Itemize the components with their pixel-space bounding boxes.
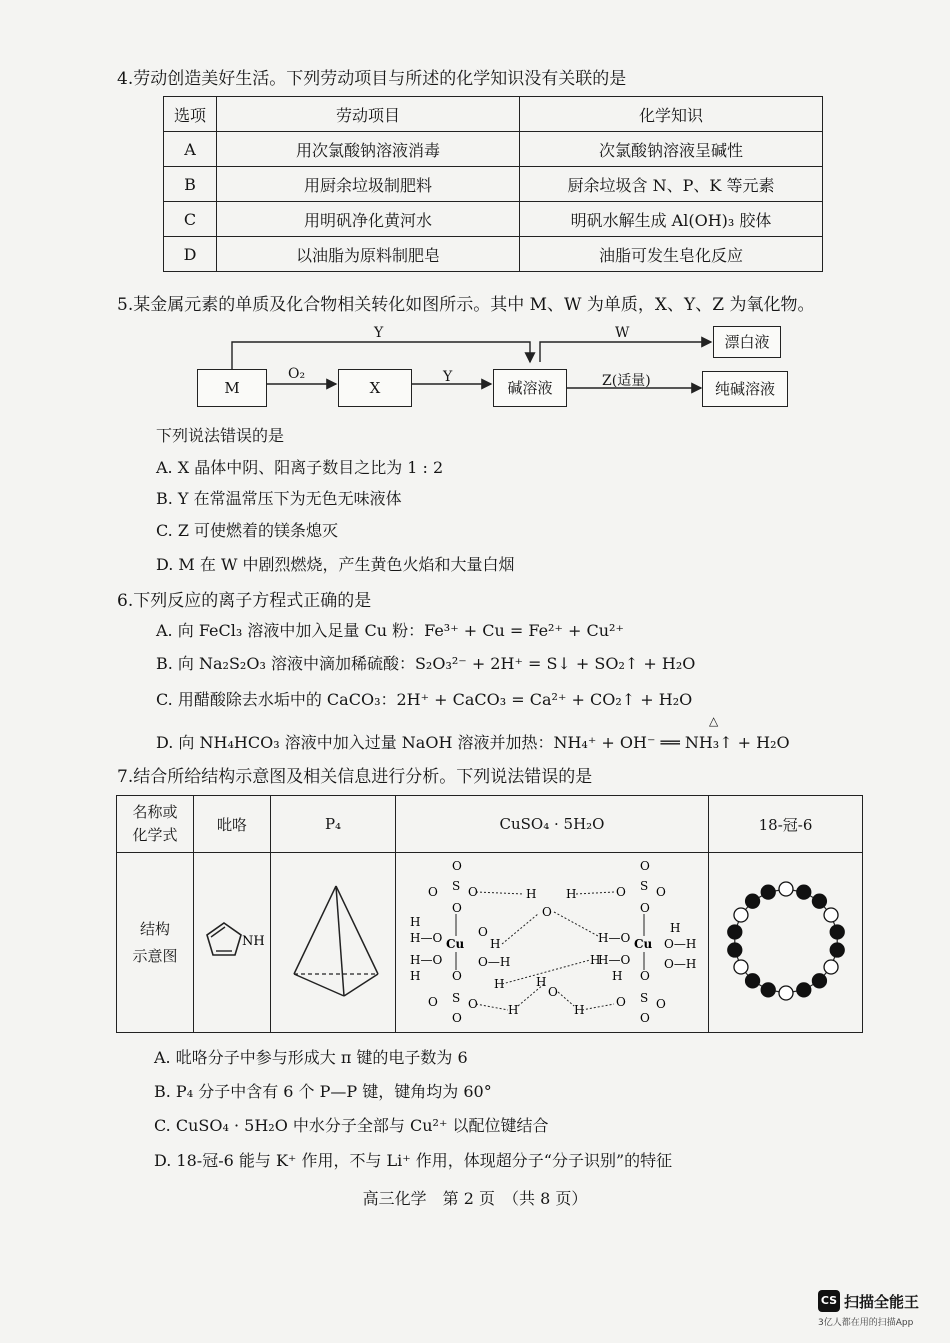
svg-text:O: O	[452, 858, 462, 873]
svg-text:S: S	[452, 878, 461, 893]
q7-name-cuso4: CuSO₄ · 5H₂O	[396, 796, 709, 853]
q4-header-knowledge: 化学知识	[520, 97, 823, 132]
q5-option-c: C. Z 可使燃着的镁条熄灭	[156, 521, 339, 540]
cuso4-structure	[396, 853, 709, 1033]
q4-cell: B	[164, 167, 217, 202]
scanner-watermark	[818, 1290, 919, 1328]
cuso4-hydrate-structure-icon	[402, 856, 702, 1026]
svg-text:O: O	[640, 1010, 650, 1025]
cs-logo-icon: CS	[818, 1290, 840, 1312]
svg-text:O: O	[548, 984, 558, 999]
pyrrole-ring-icon	[196, 911, 268, 971]
label-w: W	[615, 325, 630, 341]
crown-ether-ring-icon	[716, 871, 856, 1011]
svg-text:O: O	[640, 858, 650, 873]
page-footer: 高三化学 第 2 页 （共 8 页）	[362, 1189, 588, 1208]
q7-option-c: C. CuSO₄ · 5H₂O 中水分子全部与 Cu²⁺ 以配位键结合	[154, 1116, 549, 1135]
crown-oxygen-atom	[824, 960, 838, 974]
svg-text:Cu: Cu	[634, 936, 653, 951]
table-row	[164, 202, 823, 237]
pyrrole-structure	[194, 853, 271, 1033]
q7-row1-header	[117, 796, 194, 853]
svg-text:H: H	[508, 1002, 519, 1017]
q7-row2-label-b: 示意图	[132, 946, 178, 965]
q4-header-labor: 劳动项目	[217, 97, 520, 132]
q7-name-p4: P₄	[271, 796, 396, 853]
q7-option-a: A. 吡咯分子中参与形成大 π 键的电子数为 6	[154, 1048, 468, 1067]
svg-text:O—H: O—H	[478, 954, 511, 969]
svg-text:O: O	[616, 884, 626, 899]
crown-oxygen-atom	[733, 960, 747, 974]
crown-carbon-atom	[812, 894, 826, 908]
crown-carbon-atom	[796, 885, 810, 899]
svg-text:O: O	[478, 924, 488, 939]
svg-text:O: O	[452, 968, 462, 983]
crown-carbon-atom	[745, 894, 759, 908]
crown-carbon-atom	[761, 982, 775, 996]
svg-text:H: H	[566, 886, 577, 901]
svg-text:S: S	[452, 990, 461, 1005]
q7-name-pyrrole: 吡咯	[194, 796, 271, 853]
svg-text:S: S	[640, 990, 649, 1005]
q7-row2-label-a: 结构	[139, 919, 170, 938]
q5-option-a: A. X 晶体中阴、阳离子数目之比为 1 : 2	[156, 458, 444, 477]
p4-tetrahedron-icon	[278, 866, 388, 1016]
svg-text:H: H	[590, 952, 601, 967]
q4-stem: 4.劳动创造美好生活。下列劳动项目与所述的化学知识没有关联的是	[117, 69, 627, 89]
q7-stem: 7.结合所给结构示意图及相关信息进行分析。下列说法错误的是	[117, 767, 593, 787]
watermark-slogan: 3亿人都在用的扫描App	[818, 1318, 914, 1328]
q7-row1-label-a: 名称或	[132, 802, 178, 821]
svg-text:O: O	[616, 994, 626, 1009]
q6-option-d: D. 向 NH₄HCO₃ 溶液中加入过量 NaOH 溶液并加热：NH₄⁺ + OH⁻ ══ NH₃↑ + H₂O	[156, 733, 790, 752]
svg-text:H—O: H—O	[410, 930, 443, 945]
svg-text:S: S	[640, 878, 649, 893]
p4-structure	[271, 853, 396, 1033]
svg-text:H—O: H—O	[598, 930, 631, 945]
q5-option-b: B. Y 在常温常压下为无色无味液体	[156, 489, 402, 508]
crown-carbon-atom	[796, 982, 810, 996]
q4-cell: 厨余垃圾含 N、P、K 等元素	[520, 167, 823, 202]
crown-carbon-atom	[830, 924, 844, 938]
svg-text:O: O	[656, 996, 666, 1011]
label-o2: O₂	[288, 366, 306, 382]
q4-cell: C	[164, 202, 217, 237]
q4-cell: 用明矾净化黄河水	[217, 202, 520, 237]
q4-header-option: 选项	[164, 97, 217, 132]
svg-text:O—H: O—H	[664, 936, 697, 951]
crown-carbon-atom	[727, 943, 741, 957]
crown-oxygen-atom	[733, 908, 747, 922]
node-base-solution: 碱溶液	[493, 369, 567, 407]
q5-stem: 5.某金属元素的单质及化合物相关转化如图所示。其中 M、W 为单质，X、Y、Z 为氧化物。	[117, 295, 815, 315]
node-bleach: 漂白液	[713, 326, 781, 358]
label-y-mid: Y	[443, 369, 453, 385]
crown-carbon-atom	[812, 973, 826, 987]
table-row	[164, 237, 823, 272]
q7-table	[116, 795, 863, 1033]
q7-name-crown: 18-冠-6	[709, 796, 863, 853]
q4-cell: D	[164, 237, 217, 272]
q4-cell: 以油脂为原料制肥皂	[217, 237, 520, 272]
node-m: M	[197, 369, 267, 407]
label-z: Z(适量)	[602, 373, 651, 389]
table-row	[117, 853, 863, 1033]
q4-cell: 次氯酸钠溶液呈碱性	[520, 132, 823, 167]
node-x: X	[338, 369, 412, 407]
q6-option-b: B. 向 Na₂S₂O₃ 溶液中滴加稀硫酸：S₂O₃²⁻ + 2H⁺ = S↓ + SO₂↑ + H₂O	[156, 654, 696, 673]
pyrrole-nh-label: NH	[242, 933, 265, 949]
node-soda-solution: 纯碱溶液	[702, 371, 788, 407]
q7-row1-label-b: 化学式	[132, 826, 178, 844]
q6-stem: 6.下列反应的离子方程式正确的是	[117, 591, 372, 611]
svg-text:H: H	[612, 968, 623, 983]
label-y-top: Y	[374, 325, 384, 341]
crown-carbon-atom	[761, 885, 775, 899]
svg-text:O: O	[542, 904, 552, 919]
crown-carbon-atom	[830, 943, 844, 957]
table-row	[164, 167, 823, 202]
crown-carbon-atom	[745, 973, 759, 987]
svg-text:H: H	[574, 1002, 585, 1017]
svg-text:H: H	[494, 976, 505, 991]
q7-option-d: D. 18-冠-6 能与 K⁺ 作用，不与 Li⁺ 作用，体现超分子“分子识别”的特征	[154, 1151, 673, 1170]
svg-text:H: H	[536, 974, 547, 989]
q4-cell: 用次氯酸钠溶液消毒	[217, 132, 520, 167]
q4-cell: 油脂可发生皂化反应	[520, 237, 823, 272]
svg-text:Cu: Cu	[446, 936, 465, 951]
svg-text:H—O: H—O	[410, 952, 443, 967]
svg-text:O: O	[640, 968, 650, 983]
q4-cell: A	[164, 132, 217, 167]
table-row	[164, 132, 823, 167]
svg-text:H: H	[410, 914, 421, 929]
svg-text:H: H	[670, 920, 681, 935]
arrow-base-bleach	[540, 342, 711, 362]
table-row	[117, 796, 863, 853]
q4-table	[163, 96, 823, 272]
q5-prompt: 下列说法错误的是	[156, 426, 285, 445]
watermark-brand: 扫描全能王	[844, 1292, 920, 1311]
svg-text:O: O	[452, 1010, 462, 1025]
q6-option-a: A. 向 FeCl₃ 溶液中加入足量 Cu 粉：Fe³⁺ + Cu = Fe²⁺ + Cu²⁺	[156, 621, 624, 640]
svg-text:O: O	[428, 884, 438, 899]
q4-cell: 明矾水解生成 Al(OH)₃ 胶体	[520, 202, 823, 237]
q4-cell: 用厨余垃圾制肥料	[217, 167, 520, 202]
crown-oxygen-atom	[824, 908, 838, 922]
svg-text:O: O	[452, 900, 462, 915]
crown-ether-structure	[709, 853, 863, 1033]
svg-text:O: O	[428, 994, 438, 1009]
crown-oxygen-atom	[779, 882, 793, 896]
arrow-m-base	[232, 342, 530, 370]
svg-text:H—O: H—O	[598, 952, 631, 967]
svg-text:O: O	[468, 996, 478, 1011]
crown-carbon-atom	[727, 924, 741, 938]
svg-text:H: H	[526, 886, 537, 901]
svg-text:H: H	[410, 968, 421, 983]
q7-row2-header	[117, 853, 194, 1033]
svg-text:O—H: O—H	[664, 956, 697, 971]
delta-sign: △	[709, 714, 719, 728]
q7-option-b: B. P₄ 分子中含有 6 个 P—P 键，键角均为 60°	[154, 1082, 492, 1101]
crown-oxygen-atom	[779, 986, 793, 1000]
svg-text:O: O	[640, 900, 650, 915]
svg-text:O: O	[656, 884, 666, 899]
q6-option-c: C. 用醋酸除去水垢中的 CaCO₃：2H⁺ + CaCO₃ = Ca²⁺ + CO₂↑ + H₂O	[156, 690, 693, 709]
svg-text:H: H	[490, 936, 501, 951]
svg-text:O: O	[468, 884, 478, 899]
q5-option-d: D. M 在 W 中剧烈燃烧，产生黄色火焰和大量白烟	[156, 555, 515, 574]
